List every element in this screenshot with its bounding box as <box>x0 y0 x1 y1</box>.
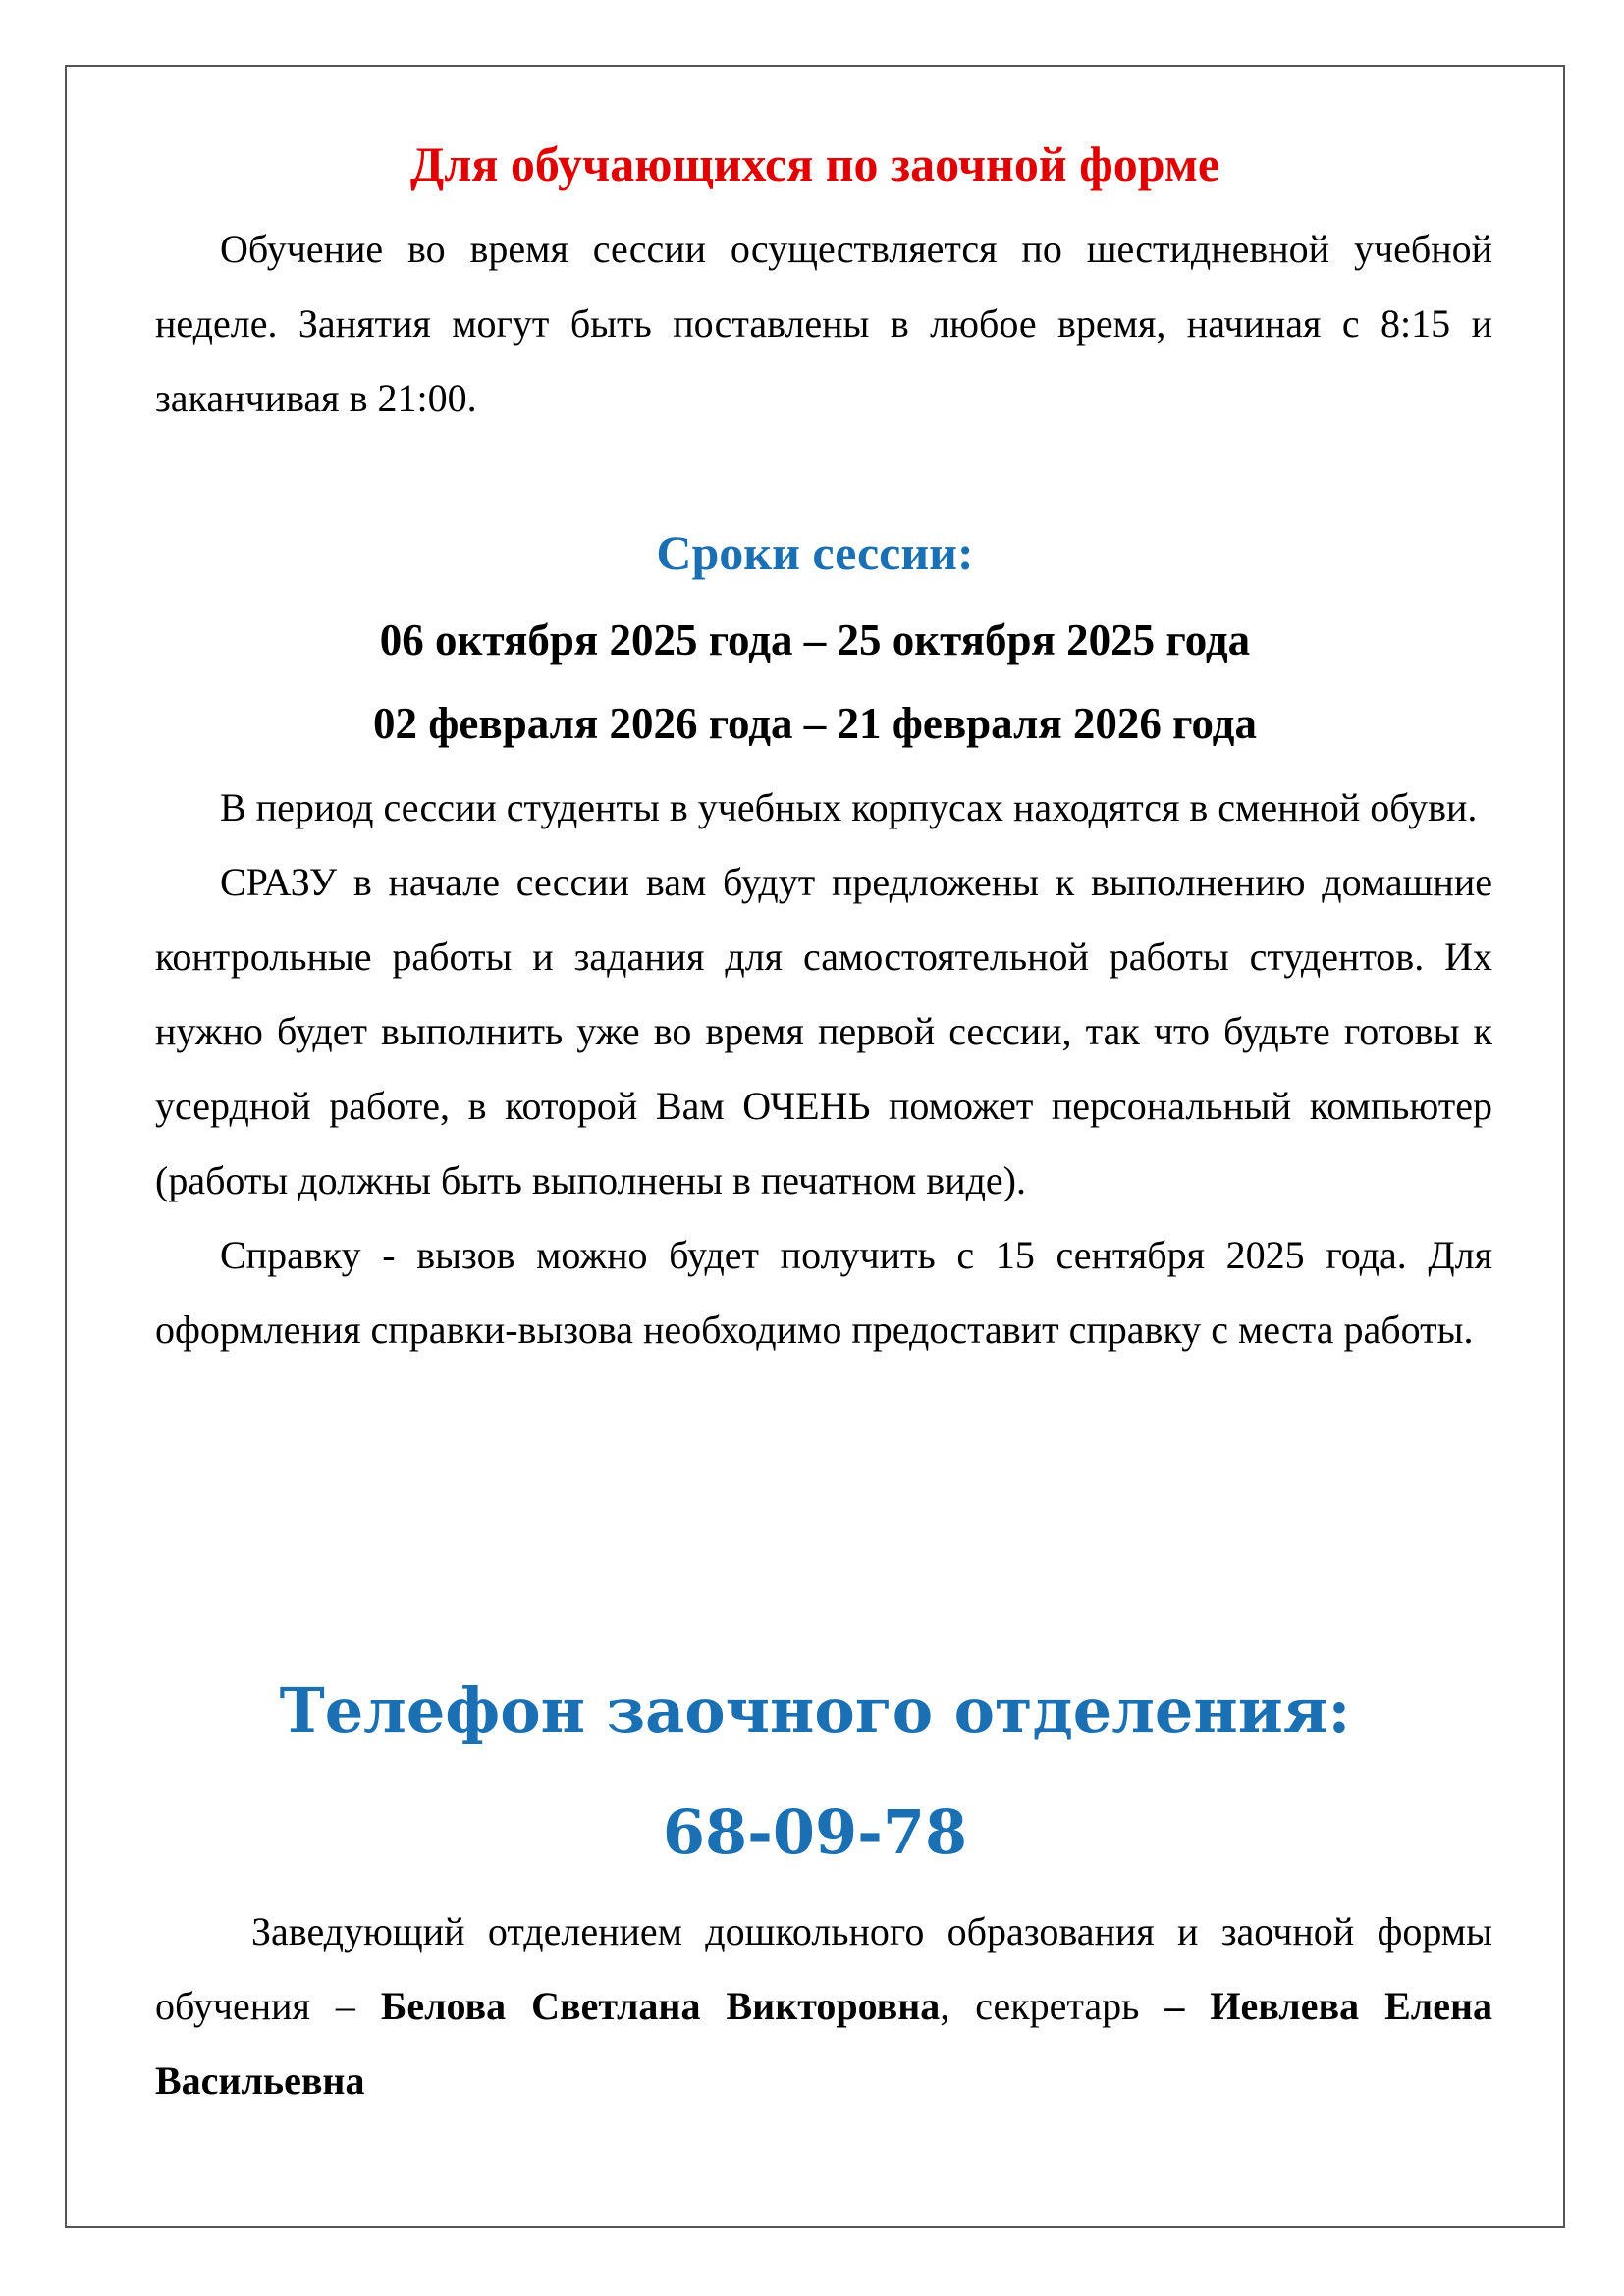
intro-block <box>155 212 1492 436</box>
homework-paragraph: СРАЗУ в начале сессии вам будут предложены к выполнению домашние контрольные работы и задания для самостоятельной работы студентов. Их нужно будет выполнить уже во время первой сессии, так что будьте готовы к усердной работе, в которой Вам ОЧЕНЬ поможет персональный компьютер (работы должны быть выполнены в печатном виде). <box>155 860 1492 1202</box>
contacts-prefix: Заведующий отделением дошкольного образования и заочной формы обучения – <box>155 1909 1492 2028</box>
session-heading: Сроки сессии: <box>656 525 974 580</box>
phone-number: 68-09-78 <box>662 1796 968 1868</box>
contacts-paragraph <box>155 1895 1492 2118</box>
secretary-name: Иевлева Елена Васильевна <box>155 1984 1492 2103</box>
contacts-middle: , секретарь <box>940 1984 1165 2028</box>
phone-heading: Телефон заочного отделения: <box>279 1675 1351 1746</box>
certificate-paragraph: Справку - вызов можно будет получить с 15 сентября 2025 года. Для оформления справки-вызова необходимо предоставит справку с места работы. <box>155 1233 1492 1352</box>
head-name: Белова Светлана Викторовна <box>380 1984 941 2028</box>
session-date-2: 02 февраля 2026 года – 21 февраля 2026 года <box>373 699 1257 748</box>
shoes-paragraph: В период сессии студенты в учебных корпусах находятся в сменной обуви. <box>220 785 1478 829</box>
intro-paragraph: Обучение во время сессии осуществляется по шестидневной учебной неделе. Занятия могут быть поставлены в любое время, начиная с 8:15 и заканчивая в 21:00. <box>155 227 1492 420</box>
contacts-dash: – <box>1164 1984 1185 2028</box>
info-block <box>155 771 1492 1367</box>
contacts-block <box>155 1895 1492 2118</box>
session-date-1: 06 октября 2025 года – 25 октября 2025 года <box>379 615 1251 665</box>
page-title: Для обучающихся по заочной форме <box>409 136 1220 191</box>
